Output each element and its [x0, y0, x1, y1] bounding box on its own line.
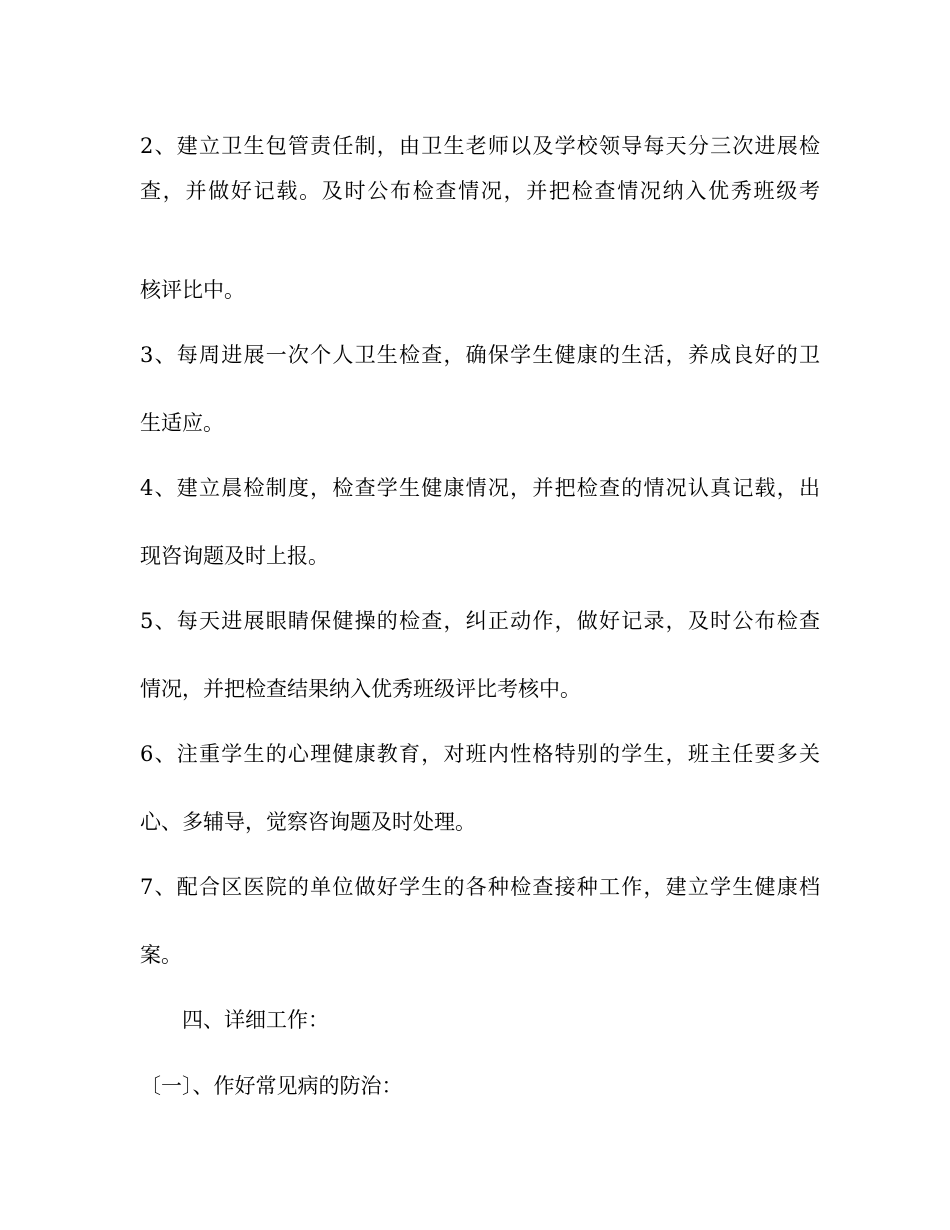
paragraph-4-line-2: 现咨询题及时上报。 [140, 544, 329, 568]
paragraph-3-line-1: 3、每周进展一次个人卫生检查，确保学生健康的生活，养成良好的卫 [140, 343, 820, 367]
paragraph-6-line-1: 6、注重学生的心理健康教育，对班内性格特别的学生，班主任要多关 [140, 742, 820, 766]
paragraph-7-line-2: 案。 [140, 943, 182, 967]
paragraph-2-line-1: 2、建立卫生包管责任制，由卫生老师以及学校领导每天分三次进展检 [140, 134, 820, 158]
paragraph-5-line-2: 情况，并把检查结果纳入优秀班级评比考核中。 [140, 677, 581, 701]
subsection-heading: 〔一〕、作好常见病的防治： [140, 1074, 403, 1098]
paragraph-6-line-2: 心、多辅导，觉察咨询题及时处理。 [140, 810, 476, 834]
paragraph-7-line-1: 7、配合区医院的单位做好学生的各种检查接种工作，建立学生健康档 [140, 875, 820, 899]
paragraph-3-line-2: 生适应。 [140, 411, 224, 435]
paragraph-4-line-1: 4、建立晨检制度，检查学生健康情况，并把检查的情况认真记载，出 [140, 476, 820, 500]
paragraph-5-line-1: 5、每天进展眼睛保健操的检查，纠正动作，做好记录，及时公布检查 [140, 609, 820, 633]
paragraph-2-line-3: 核评比中。 [140, 278, 245, 302]
section-heading: 四、详细工作： [182, 1008, 329, 1032]
paragraph-2-line-2: 查，并做好记载。及时公布检查情况，并把检查情况纳入优秀班级考 [140, 179, 820, 203]
